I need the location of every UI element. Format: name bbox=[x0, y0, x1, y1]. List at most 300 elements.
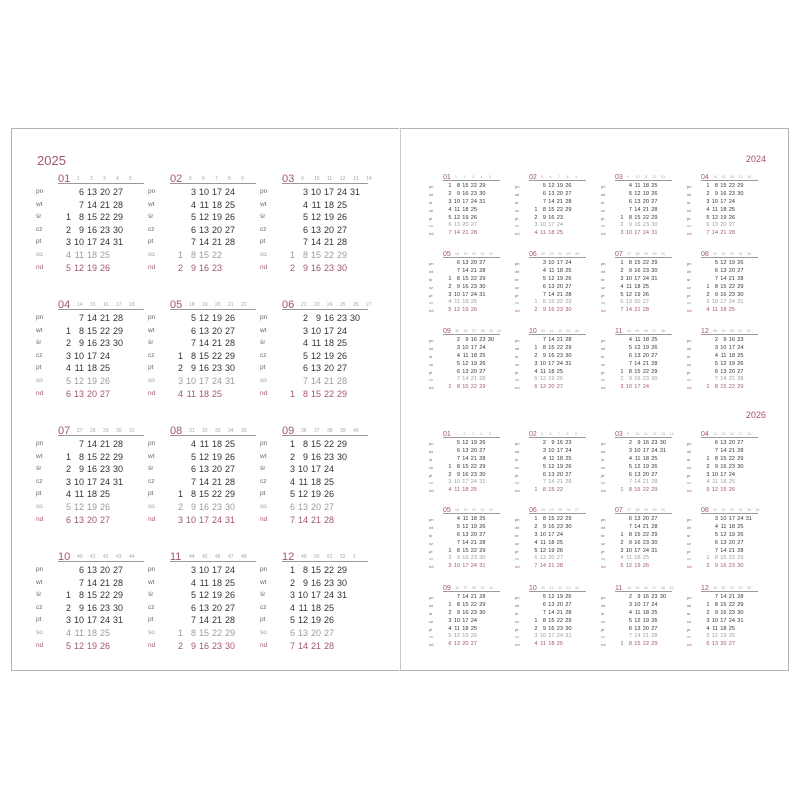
day-cell: 18 bbox=[211, 199, 222, 210]
day-cell bbox=[735, 641, 744, 649]
day-cell: 21 bbox=[470, 593, 477, 600]
day-label: cz bbox=[687, 464, 691, 470]
week-row-so bbox=[601, 222, 672, 230]
day-cell bbox=[529, 610, 538, 618]
day-cell: 16 bbox=[720, 190, 727, 197]
week-row-pt bbox=[515, 214, 586, 223]
week-numbers bbox=[627, 432, 678, 436]
day-label: so bbox=[36, 502, 43, 510]
day-cell: 3 bbox=[714, 344, 718, 351]
day-cell: 14 bbox=[548, 198, 555, 205]
week-row-wt bbox=[260, 325, 368, 338]
day-cell: 29 bbox=[565, 515, 572, 522]
day-cell: 16 bbox=[728, 336, 735, 343]
week-number: 40 bbox=[541, 329, 545, 333]
day-label: nd bbox=[36, 389, 44, 397]
day-cell: 5 bbox=[542, 593, 546, 600]
week-row-śr bbox=[687, 352, 758, 361]
day-cell: 9 bbox=[542, 352, 546, 359]
week-number: 34 bbox=[738, 508, 743, 512]
day-cell: 26 bbox=[565, 275, 572, 282]
day-label: so bbox=[515, 480, 520, 486]
day-label: śr bbox=[36, 591, 42, 599]
day-cell: 25 bbox=[642, 555, 649, 562]
day-cell: 31 bbox=[224, 514, 235, 525]
day-cell: 31 bbox=[112, 237, 123, 248]
day-cell: 1 bbox=[448, 182, 452, 189]
week-number: 50 bbox=[730, 329, 734, 333]
day-cell: 7 bbox=[190, 237, 196, 248]
day-cell: 16 bbox=[462, 555, 469, 562]
week-row-pt bbox=[36, 488, 144, 501]
day-label: nd bbox=[687, 564, 692, 570]
day-cell: 29 bbox=[112, 451, 123, 462]
week-number: 42 bbox=[558, 586, 562, 590]
month-number: 07 bbox=[615, 507, 623, 514]
day-cell: 4 bbox=[534, 641, 538, 648]
day-cell: 23 bbox=[556, 352, 563, 359]
day-cell: 31 bbox=[737, 299, 744, 306]
day-cell: 18 bbox=[86, 489, 97, 500]
day-cell: 18 bbox=[642, 336, 649, 343]
week-number: 7 bbox=[558, 432, 560, 436]
week-row-wt bbox=[515, 344, 586, 353]
day-cell: 6 bbox=[714, 267, 718, 274]
week-number: 39 bbox=[489, 329, 493, 333]
day-cell: 22 bbox=[728, 283, 735, 290]
day-cell: 15 bbox=[86, 590, 97, 601]
week-row-śr bbox=[148, 589, 256, 602]
week-row-wt bbox=[601, 344, 672, 353]
month-calendar-05 bbox=[429, 250, 500, 315]
day-label: śr bbox=[687, 610, 691, 616]
week-row-cz bbox=[36, 224, 144, 237]
day-cell: 13 bbox=[634, 515, 641, 522]
day-label: pt bbox=[687, 369, 691, 375]
day-cell bbox=[110, 249, 123, 262]
day-cell: 9 bbox=[78, 602, 84, 613]
day-cell: 1 bbox=[448, 463, 452, 470]
day-cell: 7 bbox=[542, 291, 546, 298]
day-cell: 24 bbox=[728, 617, 735, 624]
day-rows bbox=[429, 259, 500, 315]
day-cell bbox=[563, 548, 572, 556]
day-cell bbox=[615, 464, 624, 472]
day-cell: 1 bbox=[620, 368, 624, 375]
day-label: śr bbox=[515, 456, 519, 462]
month-header bbox=[529, 430, 586, 438]
day-rows bbox=[148, 186, 256, 274]
day-cell: 6 bbox=[714, 368, 718, 375]
day-label: nd bbox=[148, 641, 156, 649]
week-row-so bbox=[601, 376, 672, 384]
day-cell: 12 bbox=[198, 590, 209, 601]
week-number: 18 bbox=[455, 252, 459, 256]
week-row-pn bbox=[429, 259, 500, 268]
week-row-nd bbox=[687, 487, 758, 495]
month-number: 11 bbox=[170, 551, 182, 563]
day-cell bbox=[529, 276, 538, 284]
week-number: 27 bbox=[366, 302, 372, 308]
month-number: 03 bbox=[282, 173, 295, 185]
day-cell: 24 bbox=[479, 344, 486, 351]
day-cell: 19 bbox=[642, 463, 649, 470]
day-rows bbox=[515, 515, 586, 571]
day-cell: 18 bbox=[86, 627, 97, 638]
day-cell: 2 bbox=[706, 190, 710, 197]
day-cell: 11 bbox=[454, 299, 460, 306]
day-cell: 6 bbox=[706, 222, 710, 229]
week-number: 4 bbox=[480, 432, 483, 436]
day-cell: 19 bbox=[462, 633, 469, 640]
day-cell bbox=[701, 524, 710, 532]
day-cell: 24 bbox=[211, 375, 222, 386]
day-cell: 29 bbox=[336, 439, 347, 449]
day-cell: 1 bbox=[289, 249, 295, 260]
day-cell: 18 bbox=[548, 368, 555, 375]
day-label: wt bbox=[36, 452, 43, 460]
day-cell: 2 bbox=[289, 577, 295, 588]
day-cell: 10 bbox=[297, 464, 308, 475]
day-cell: 21 bbox=[462, 230, 469, 237]
day-label: pn bbox=[36, 188, 44, 195]
day-cell: 27 bbox=[99, 388, 110, 399]
week-row-pt bbox=[601, 368, 672, 377]
day-cell: 15 bbox=[548, 344, 555, 351]
day-cell: 1 bbox=[177, 350, 183, 361]
day-cell: 24 bbox=[470, 198, 477, 205]
day-cell: 7 bbox=[628, 206, 632, 213]
day-cell: 8 bbox=[302, 439, 308, 449]
day-cell: 4 bbox=[448, 206, 452, 213]
day-cell: 5 bbox=[65, 375, 71, 386]
week-row-so bbox=[687, 479, 758, 487]
day-cell: 8 bbox=[456, 547, 460, 554]
day-cell: 16 bbox=[86, 602, 97, 613]
day-cell: 9 bbox=[456, 555, 460, 562]
day-cell: 9 bbox=[628, 222, 632, 229]
day-cell: 3 bbox=[706, 617, 710, 624]
week-number: 35 bbox=[241, 428, 247, 434]
week-number: 31 bbox=[713, 252, 717, 256]
day-cell: 27 bbox=[556, 555, 563, 562]
day-cell: 27 bbox=[336, 363, 347, 374]
day-cell: 25 bbox=[737, 352, 744, 359]
day-cell: 14 bbox=[198, 237, 209, 248]
week-row-wt bbox=[515, 267, 586, 276]
day-cell: 29 bbox=[651, 259, 658, 266]
day-cell bbox=[443, 594, 452, 602]
day-label: pt bbox=[601, 369, 605, 375]
day-cell: 3 bbox=[620, 547, 624, 554]
day-cell: 6 bbox=[302, 363, 308, 374]
day-cell: 1 bbox=[534, 299, 538, 306]
day-cell: 25 bbox=[479, 515, 486, 522]
week-number: 52 bbox=[738, 586, 743, 590]
day-cell: 23 bbox=[556, 523, 563, 530]
day-cell: 2 bbox=[706, 291, 710, 298]
day-cell: 22 bbox=[728, 182, 735, 189]
day-cell: 23 bbox=[556, 214, 563, 221]
day-cell: 1 bbox=[534, 206, 538, 213]
day-label: cz bbox=[429, 207, 433, 213]
day-label: wt bbox=[260, 452, 267, 460]
day-cell bbox=[615, 610, 624, 618]
day-cell: 7 bbox=[190, 476, 196, 487]
day-cell: 19 bbox=[720, 633, 727, 640]
month-number: 09 bbox=[443, 328, 451, 335]
day-cell: 11 bbox=[626, 283, 632, 290]
day-cell: 9 bbox=[190, 363, 196, 374]
day-cell bbox=[701, 448, 710, 456]
week-row-śr bbox=[429, 352, 500, 361]
month-calendar-07 bbox=[601, 506, 672, 571]
day-cell: 13 bbox=[548, 283, 555, 290]
day-cell: 22 bbox=[642, 531, 649, 538]
day-cell bbox=[744, 524, 753, 532]
day-label: cz bbox=[429, 284, 433, 290]
week-row-cz bbox=[601, 283, 672, 292]
week-number: 44 bbox=[575, 586, 579, 590]
day-cell: 4 bbox=[65, 363, 71, 374]
day-cell: 30 bbox=[336, 577, 347, 588]
day-cell: 12 bbox=[634, 463, 641, 470]
day-cell: 15 bbox=[548, 299, 555, 306]
week-number: 27 bbox=[627, 252, 631, 256]
week-row-pt bbox=[148, 362, 256, 375]
day-cell: 28 bbox=[651, 206, 658, 213]
day-cell: 3 bbox=[302, 187, 308, 197]
day-cell bbox=[615, 524, 624, 532]
day-cell: 15 bbox=[548, 487, 555, 494]
day-cell: 31 bbox=[349, 187, 360, 197]
month-calendar-01 bbox=[36, 173, 144, 274]
week-row-cz bbox=[687, 617, 758, 626]
day-cell: 29 bbox=[224, 627, 235, 638]
day-cell: 3 bbox=[620, 384, 624, 391]
day-cell: 21 bbox=[99, 199, 110, 210]
month-header bbox=[615, 327, 672, 335]
day-cell: 8 bbox=[302, 565, 308, 575]
day-cell: 11 bbox=[454, 487, 460, 494]
week-row-wt bbox=[36, 325, 144, 338]
day-cell: 2 bbox=[628, 593, 632, 600]
day-cell: 7 bbox=[542, 479, 546, 486]
day-cell: 15 bbox=[86, 325, 97, 336]
day-cell: 10 bbox=[453, 617, 460, 624]
month-number: 08 bbox=[701, 251, 709, 258]
day-cell: 17 bbox=[642, 601, 649, 608]
day-cell bbox=[443, 260, 452, 268]
week-number: 49 bbox=[721, 329, 726, 333]
day-cell: 7 bbox=[78, 439, 84, 449]
day-cell: 13 bbox=[462, 531, 469, 538]
day-cell: 26 bbox=[323, 615, 334, 626]
week-number: 52 bbox=[747, 329, 751, 333]
day-cell: 1 bbox=[706, 182, 710, 189]
day-cell: 11 bbox=[199, 439, 209, 449]
day-label: cz bbox=[148, 477, 155, 485]
week-row-pt bbox=[429, 625, 500, 634]
day-cell: 14 bbox=[198, 338, 209, 349]
week-number: 50 bbox=[314, 554, 320, 560]
day-cell: 2 bbox=[534, 523, 538, 530]
day-cell: 14 bbox=[462, 455, 469, 462]
week-number: 5 bbox=[541, 432, 543, 436]
day-cell bbox=[347, 375, 360, 388]
day-cell: 7 bbox=[456, 593, 460, 600]
day-cell: 11 bbox=[540, 368, 546, 375]
month-calendar-01 bbox=[429, 173, 500, 238]
day-label: wt bbox=[260, 326, 267, 334]
day-cell: 4 bbox=[456, 352, 460, 359]
day-label: nd bbox=[148, 515, 156, 523]
week-row-wt bbox=[429, 601, 500, 610]
week-number: 41 bbox=[90, 554, 96, 560]
day-cell: 17 bbox=[720, 617, 727, 624]
day-cell: 7 bbox=[714, 275, 718, 282]
day-rows bbox=[515, 439, 586, 495]
day-label: śr bbox=[515, 353, 519, 359]
day-cell bbox=[529, 183, 538, 191]
day-cell: 18 bbox=[720, 307, 727, 314]
day-cell: 14 bbox=[198, 615, 209, 626]
day-cell: 6 bbox=[534, 555, 538, 562]
month-header bbox=[282, 551, 368, 562]
day-label: śr bbox=[687, 276, 691, 282]
day-label: pt bbox=[687, 215, 691, 221]
day-cell: 5 bbox=[190, 212, 196, 223]
day-label: pn bbox=[515, 440, 520, 446]
day-cell bbox=[701, 361, 710, 369]
day-cell: 17 bbox=[323, 325, 334, 336]
day-cell: 12 bbox=[453, 214, 460, 221]
day-label: so bbox=[260, 250, 267, 258]
day-cell: 30 bbox=[112, 602, 123, 613]
day-cell: 25 bbox=[336, 338, 347, 349]
day-label: wt bbox=[36, 578, 43, 586]
day-cell: 23 bbox=[323, 577, 334, 588]
week-number: 40 bbox=[497, 329, 502, 333]
month-calendar-03 bbox=[260, 173, 372, 274]
week-number: 32 bbox=[721, 508, 726, 512]
day-cell bbox=[477, 230, 486, 238]
week-row-nd bbox=[515, 487, 586, 495]
day-cell bbox=[615, 191, 624, 199]
day-cell: 25 bbox=[99, 363, 110, 374]
day-cell bbox=[563, 555, 572, 563]
day-label: śr bbox=[429, 610, 433, 616]
day-cell: 15 bbox=[198, 350, 209, 361]
week-row-śr bbox=[515, 531, 586, 540]
day-cell: 11 bbox=[298, 602, 308, 613]
day-cell bbox=[649, 299, 658, 307]
day-cell bbox=[486, 369, 495, 377]
week-number: 25 bbox=[558, 508, 562, 512]
week-row-śr bbox=[260, 463, 368, 476]
day-cell bbox=[334, 476, 347, 489]
day-cell: 18 bbox=[462, 299, 469, 306]
day-cell: 9 bbox=[714, 463, 718, 470]
month-header bbox=[615, 506, 672, 514]
day-cell: 20 bbox=[634, 299, 641, 306]
day-cell: 11 bbox=[298, 476, 308, 487]
day-cell: 3 bbox=[628, 601, 632, 608]
day-cell: 23 bbox=[470, 609, 477, 616]
day-cell: 29 bbox=[336, 388, 347, 399]
day-cell: 13 bbox=[462, 368, 469, 375]
day-cell: 16 bbox=[310, 262, 321, 273]
week-numbers bbox=[455, 508, 498, 512]
week-row-so bbox=[515, 376, 586, 384]
day-cell bbox=[701, 369, 710, 377]
week-row-pn bbox=[687, 439, 758, 448]
day-cell: 21 bbox=[99, 313, 110, 323]
day-label: pn bbox=[515, 337, 520, 343]
day-label: cz bbox=[429, 540, 433, 546]
day-cell: 21 bbox=[470, 267, 477, 274]
day-cell: 19 bbox=[634, 563, 641, 570]
day-cell: 5 bbox=[706, 487, 710, 494]
day-label: wt bbox=[515, 602, 519, 608]
day-cell: 25 bbox=[99, 489, 110, 500]
day-cell: 18 bbox=[556, 267, 563, 274]
week-row-pt bbox=[429, 547, 500, 556]
day-cell bbox=[701, 337, 710, 345]
day-cell: 12 bbox=[711, 633, 718, 640]
day-cell: 11 bbox=[634, 609, 641, 616]
week-number: 43 bbox=[116, 554, 122, 560]
day-cell: 21 bbox=[310, 514, 321, 525]
day-cell: 6 bbox=[65, 514, 71, 525]
day-cell: 27 bbox=[728, 641, 735, 648]
day-cell: 28 bbox=[336, 237, 347, 248]
day-cell: 12 bbox=[711, 487, 718, 494]
week-row-nd bbox=[515, 307, 586, 315]
day-label: so bbox=[148, 250, 155, 258]
day-cell: 19 bbox=[86, 262, 97, 273]
day-cell: 20 bbox=[462, 222, 469, 229]
day-cell: 5 bbox=[448, 633, 452, 640]
day-cell: 15 bbox=[462, 384, 469, 391]
month-number: 04 bbox=[58, 299, 71, 311]
day-label: so bbox=[260, 628, 267, 636]
day-cell: 24 bbox=[556, 360, 563, 367]
day-cell: 26 bbox=[651, 344, 658, 351]
week-number: 51 bbox=[730, 586, 734, 590]
day-label: nd bbox=[148, 263, 156, 271]
month-calendar-11 bbox=[601, 327, 672, 392]
day-cell: 13 bbox=[297, 501, 308, 512]
day-cell: 28 bbox=[651, 523, 658, 530]
day-cell: 29 bbox=[651, 531, 658, 538]
day-cell: 21 bbox=[634, 307, 641, 314]
day-cell bbox=[443, 540, 452, 548]
week-number: 38 bbox=[480, 329, 485, 333]
week-row-pn bbox=[260, 564, 368, 577]
day-cell: 9 bbox=[714, 609, 718, 616]
month-calendar-04 bbox=[687, 430, 758, 495]
day-cell: 22 bbox=[556, 206, 563, 213]
day-label: so bbox=[429, 634, 434, 640]
day-cell: 11 bbox=[462, 515, 469, 522]
week-number: 18 bbox=[747, 432, 751, 436]
week-number: 18 bbox=[189, 302, 195, 308]
day-label: śr bbox=[429, 353, 433, 359]
day-cell: 30 bbox=[737, 609, 744, 616]
day-cell: 26 bbox=[728, 487, 735, 494]
day-cell: 21 bbox=[728, 593, 735, 600]
